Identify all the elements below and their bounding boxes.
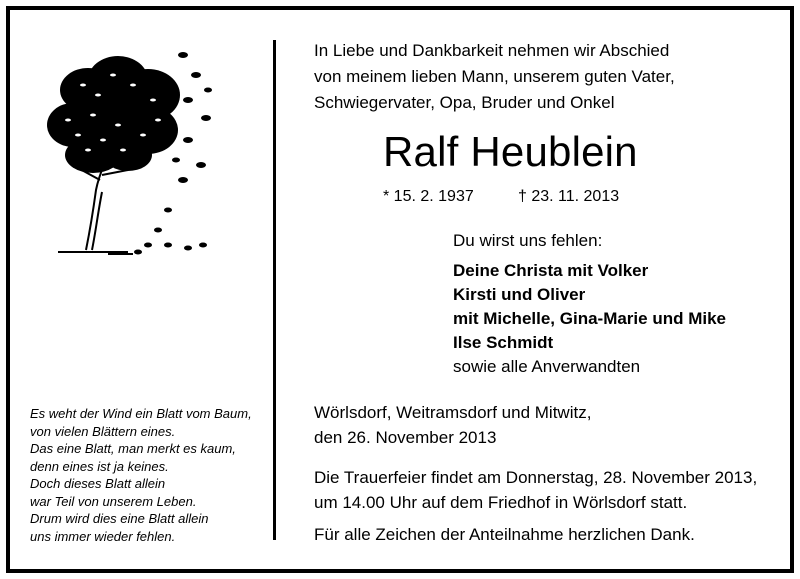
funeral-line: Die Trauerfeier findet am Donnerstag, 28. November 2013, [314, 468, 758, 487]
family-member: Ilse Schmidt [453, 333, 554, 352]
funeral-info [314, 465, 757, 515]
poem-line: war Teil von unserem Leben. [30, 493, 197, 509]
poem-line: Das eine Blatt, man merkt es kaum, [30, 441, 236, 456]
intro-line: von meinem lieben Mann, unserem guten Vater, [314, 67, 675, 86]
family-member: Deine Christa mit Volker [453, 261, 649, 280]
place-line: Wörlsdorf, Weitramsdorf und Mitwitz, [314, 403, 592, 422]
intro-line: Schwiegervater, Opa, Bruder und Onkel [314, 93, 615, 112]
poem-line: Es weht der Wind ein Blatt vom Baum, [30, 406, 252, 421]
family-member: Kirsti und Oliver [453, 285, 586, 304]
poem-line: denn eines ist ja keines. [30, 458, 169, 474]
death-date: † 23. 11. 2013 [518, 188, 620, 205]
vertical-divider [273, 40, 276, 540]
poem-line: Doch dieses Blatt allein [30, 476, 166, 491]
life-dates [383, 186, 620, 208]
intro-text [314, 38, 754, 116]
poem-line: uns immer wieder fehlen. [30, 528, 176, 544]
place-date [314, 400, 591, 450]
intro-line: In Liebe und Dankbarkeit nehmen wir Abschied [314, 41, 670, 60]
deceased-name: Ralf Heublein [383, 128, 638, 175]
date-line: den 26. November 2013 [314, 428, 497, 447]
miss-line: Du wirst uns fehlen: [453, 231, 603, 250]
wind-blown-tree-icon [38, 40, 218, 260]
family-member: sowie alle Anverwandten [453, 357, 641, 376]
poem [30, 405, 260, 545]
funeral-line: um 14.00 Uhr auf dem Friedhof in Wörlsdorf statt. [314, 493, 688, 512]
thanks-line: Für alle Zeichen der Anteilnahme herzlichen Dank. [314, 525, 695, 544]
poem-line: von vielen Blättern eines. [30, 423, 176, 439]
poem-line: Drum wird dies eine Blatt allein [30, 511, 209, 526]
birth-date: * 15. 2. 1937 [383, 188, 474, 205]
family-member: mit Michelle, Gina-Marie und Mike [453, 309, 726, 328]
family-list [453, 259, 726, 379]
